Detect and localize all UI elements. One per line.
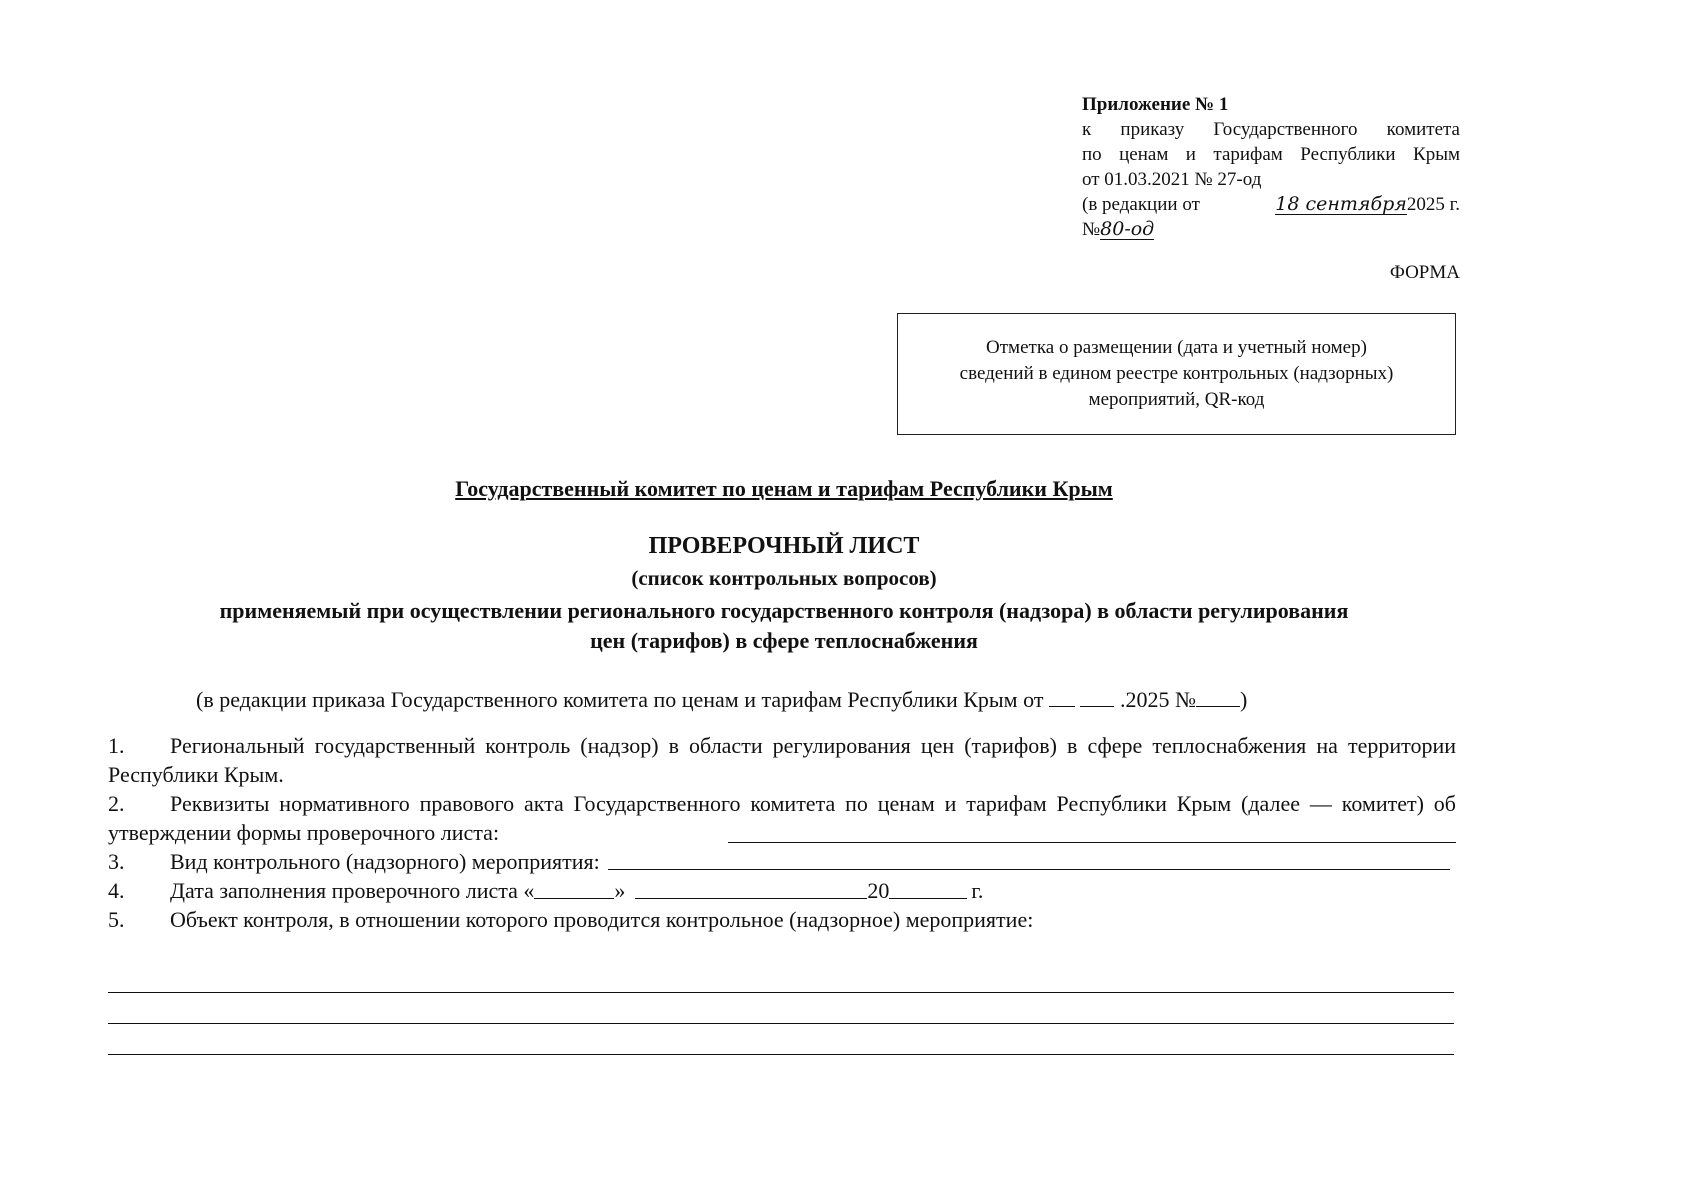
list-item <box>108 876 1456 905</box>
item-number: 4. <box>108 878 125 903</box>
list-item <box>108 847 1456 876</box>
applied-description <box>110 596 1458 656</box>
item-text: Вид контрольного (надзорного) мероприятия: <box>170 849 600 874</box>
item-date-close: » <box>614 878 626 903</box>
item-text: Объект контроля, в отношении которого проводится контрольное (надзорное) мероприятие: <box>170 907 1034 932</box>
page-title: ПРОВЕРОЧНЫЙ ЛИСТ <box>648 533 920 559</box>
registry-stamp-box <box>897 313 1456 435</box>
list-item <box>108 905 1456 934</box>
control-object-lines <box>108 962 1454 1055</box>
handwritten-date: 18 сентября <box>1275 193 1407 215</box>
appendix-edition-year: 2025 г. <box>1406 194 1460 215</box>
edition-number-blank[interactable] <box>1196 684 1240 707</box>
edition-month-blank[interactable] <box>1080 684 1114 707</box>
appendix-line-3: от 01.03.2021 № 27-од <box>1082 169 1262 190</box>
edition-day-blank[interactable] <box>1049 684 1075 707</box>
blank-fill-line[interactable] <box>108 962 1454 993</box>
edition-note-text: (в редакции приказа Государственного комитета по ценам и тарифам Республики Крым от <box>196 687 1044 712</box>
appendix-line-1: к приказу Государственного комитета <box>1082 119 1460 140</box>
item-number: 3. <box>108 849 125 874</box>
applied-line-1: применяемый при осуществлении регионального государственного контроля (надзора) в области регулирования <box>219 598 1349 623</box>
fill-month-blank[interactable] <box>635 876 867 899</box>
edition-note-year: .2025 № <box>1119 687 1196 712</box>
handwritten-number: 80-од <box>1100 218 1155 240</box>
organization-name <box>0 476 1568 502</box>
edition-note <box>196 684 1247 713</box>
checklist-items <box>108 731 1456 934</box>
item-date-year: 20 <box>867 878 890 903</box>
registry-stamp-text: Отметка о размещении (дата и учетный номер) сведений в едином реестре контрольных (надзорных) мероприятий, QR-код <box>959 337 1394 410</box>
appendix-title: Приложение № 1 <box>1082 94 1229 115</box>
item-number: 2. <box>108 791 125 816</box>
appendix-edition-prefix: (в редакции от <box>1082 194 1200 215</box>
inspection-type-blank[interactable] <box>608 847 1450 870</box>
page-subtitle: (список контрольных вопросов) <box>631 566 937 590</box>
applied-line-2: цен (тарифов) в сфере теплоснабжения <box>590 628 978 653</box>
item-number: 5. <box>108 907 125 932</box>
item-number: 1. <box>108 733 125 758</box>
fill-day-blank[interactable] <box>534 876 614 899</box>
appendix-block <box>1082 92 1460 242</box>
item-date-suffix: г. <box>971 878 984 903</box>
appendix-number-line <box>1082 217 1460 242</box>
forma-label: ФОРМА <box>1389 262 1460 283</box>
fill-year-blank[interactable] <box>889 876 967 899</box>
blank-fill-line[interactable] <box>108 1024 1454 1055</box>
edition-note-close: ) <box>1239 687 1248 712</box>
item-text: Реквизиты нормативного правового акта Государственного комитета по ценам и тарифам Республики Крым (далее — комитет) об утверждении формы проверочного листа: <box>108 791 1456 845</box>
appendix-number-prefix: № <box>1082 219 1101 240</box>
normative-act-blank[interactable] <box>728 820 1456 843</box>
blank-fill-line[interactable] <box>108 993 1454 1024</box>
list-item <box>108 731 1456 789</box>
list-item <box>108 789 1456 847</box>
item-text: Региональный государственный контроль (надзор) в области регулирования цен (тарифов) в сфере теплоснабжения на территории Республики Крым. <box>108 733 1456 787</box>
organization-name-text: Государственный комитет по ценам и тарифам Республики Крым <box>455 476 1113 501</box>
item-text: Дата заполнения проверочного листа « <box>170 878 535 903</box>
appendix-line-2: по ценам и тарифам Республики Крым <box>1082 144 1460 165</box>
appendix-edition-line <box>1082 192 1460 217</box>
